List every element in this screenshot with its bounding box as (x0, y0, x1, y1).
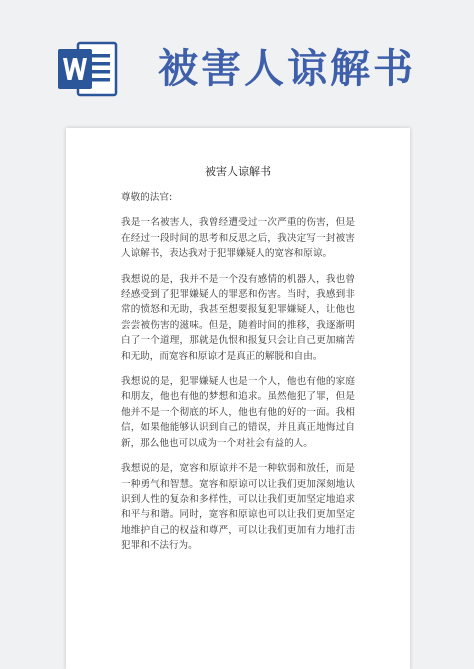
paragraph: 我想说的是，犯罪嫌疑人也是一个人，他也有他的家庭和朋友，他也有他的梦想和追求。虽然他犯了罪，但是他并不是一个彻底的坏人，他也有他的好的一面。我相信，如果他能够认识到自己的错误，并且真正地悔过自新，那么他也可以成为一个对社会有益的人。 (121, 376, 355, 449)
paragraph: 我是一名被害人，我曾经遭受过一次严重的伤害，但是在经过一段时间的思考和反思之后，我决定写一封被害人谅解书，表达我对于犯罪嫌疑人的宽容和原谅。 (121, 217, 355, 260)
banner (0, 0, 474, 130)
document-page (66, 128, 410, 669)
document-title: 被害人谅解书 (205, 165, 271, 178)
paragraph: 我想说的是，我并不是一个没有感情的机器人，我也曾经感受到了犯罪嫌疑人的罪恶和伤害。当时，我感到非常的愤怒和无助，我甚至想要报复犯罪嫌疑人，让他也尝尝被伤害的滋味。但是，随着时间的推移，我逐渐明白了一个道理，那就是仇恨和报复只会让自己更加痛苦和无助，而宽容和原谅才是真正的解脱和自由。 (121, 273, 355, 362)
banner-title: 被害人谅解书 (158, 45, 416, 92)
word-document-icon (56, 37, 120, 101)
paragraph: 我想说的是，宽容和原谅并不是一种软弱和放任，而是一种勇气和智慧。宽容和原谅可以让我们更加深刻地认识到人性的复杂和多样性，可以让我们更加坚定地追求和平与和谐。同时，宽容和原谅也可以让我们更加坚定地维护自己的权益和尊严，可以让我们更加有力地打击犯罪和不法行为。 (121, 463, 355, 552)
salutation: 尊敬的法官: (121, 192, 173, 203)
document-body (121, 164, 355, 564)
